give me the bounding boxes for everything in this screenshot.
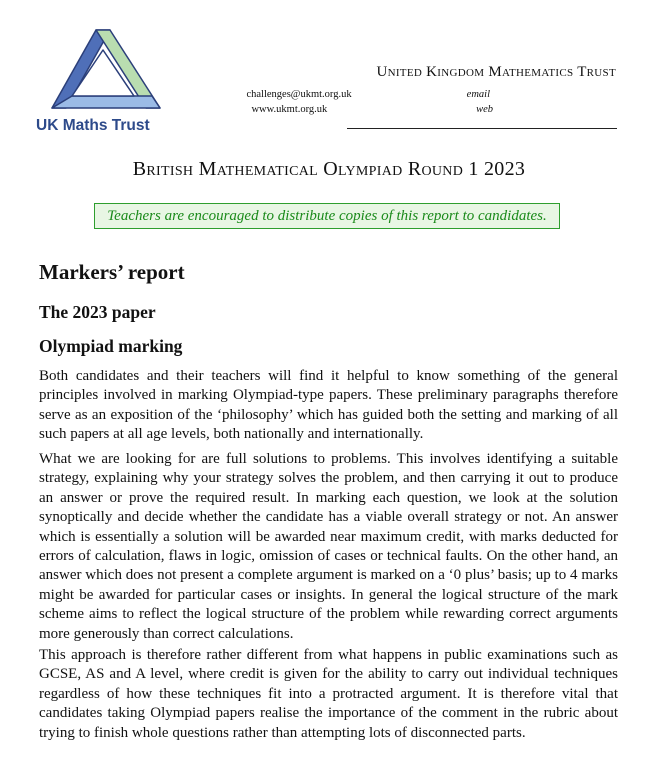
report-heading: Markers’ report [39,260,185,284]
section-heading: The 2023 paper [39,302,156,322]
email-value[interactable]: challenges@ukmt.org.uk [246,89,352,100]
org-name: United Kingdom Mathematics Trust [376,64,616,80]
paragraph-1: Both candidates and their teachers will find it helpful to know something of the general principles involved in marking Olympiad-type papers. These preliminary paragraphs therefore serve as an exposition of the ‘philosophy’ which has guided both the setting and marking of all such papers at all age levels, both nationally and internationally. [39,368,618,443]
subsection-heading: Olympiad marking [39,336,183,356]
logo-wordmark: UK Maths Trust [36,117,150,134]
ukmt-triangle-logo-icon [48,28,164,114]
header-rule [347,128,617,129]
web-label: web [476,104,493,115]
email-row [246,87,616,102]
org-header [246,64,616,117]
web-value[interactable]: www.ukmt.org.uk [251,104,328,115]
email-label: email [466,89,490,100]
paper-title: British Mathematical Olympiad Round 1 2023 [132,158,526,180]
ukmt-logo [36,28,176,138]
teacher-notice: Teachers are encouraged to distribute copies of this report to candidates. [94,203,560,229]
web-row [251,102,616,117]
paragraph-2: What we are looking for are full solutions to problems. This involves identifying a suitable strategy, explaining why your strategy solves the problem, and then carrying it out to produce an answer or prove the required result. In marking each question, we look at the solution synoptically and decide whether the candidate has a viable overall strategy or not. An answer which is essentially a solution will be awarded near maximum credit, with marks deducted for errors of calculation, flaws in logic, omission of cases or technical faults. On the other hand, an answer which does not present a complete argument is marked on a ‘0 plus’ basis; up to 4 marks might be awarded for particular cases or insights. In general the logical structure of the mark scheme aims to reflect the logical structure of the problem while rewarding correct arguments more generously than correct calculations. [39,451,618,642]
paragraph-3: This approach is therefore rather different from what happens in public examinations such as GCSE, AS and A level, where credit is given for the ability to carry out individual techniques regardless of how these techniques fit into a protracted argument. It is therefore vital that candidates taking Olympiad papers realise the importance of the comment in the rubric about trying to finish whole questions rather than attempting lots of disconnected parts. [39,647,618,741]
